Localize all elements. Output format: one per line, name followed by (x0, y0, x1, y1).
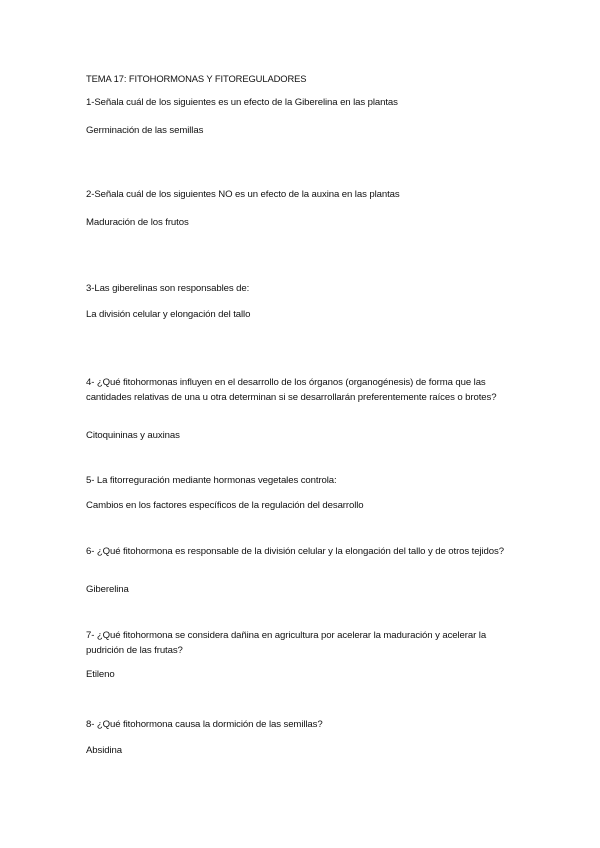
question-5: 5- La fitorreguración mediante hormonas vegetales controla: (86, 475, 337, 486)
document-title: TEMA 17: FITOHORMONAS Y FITOREGULADORES (86, 73, 307, 84)
answer-2: Maduración de los frutos (86, 217, 189, 228)
answer-7: Etileno (86, 669, 115, 680)
question-3: 3-Las giberelinas son responsables de: (86, 283, 250, 294)
answer-8: Absidina (86, 745, 123, 756)
question-2: 2-Señala cuál de los siguientes NO es un efecto de la auxina en las plantas (86, 189, 400, 200)
answer-6: Giberelina (86, 584, 129, 595)
answer-1: Germinación de las semillas (86, 125, 204, 136)
question-1: 1-Señala cuál de los siguientes es un efecto de la Giberelina en las plantas (86, 97, 398, 108)
question-4: 4- ¿Qué fitohormonas influyen en el desarrollo de los órganos (organogénesis) de forma que las cantidades relativas de una u otra determinan si se desarrollarán preferentemente raíces o brotes? (86, 377, 497, 403)
question-7: 7- ¿Qué fitohormona se considera dañina en agricultura por acelerar la maduración y acelerar la pudrición de las frutas? (86, 630, 487, 656)
answer-3: La división celular y elongación del tallo (86, 309, 251, 320)
answer-5: Cambios en los factores específicos de la regulación del desarrollo (86, 500, 364, 511)
question-8: 8- ¿Qué fitohormona causa la dormición de las semillas? (86, 719, 323, 730)
answer-4: Citoquininas y auxinas (86, 430, 180, 441)
question-6: 6- ¿Qué fitohormona es responsable de la división celular y la elongación del tallo y de otros tejidos? (86, 546, 504, 557)
